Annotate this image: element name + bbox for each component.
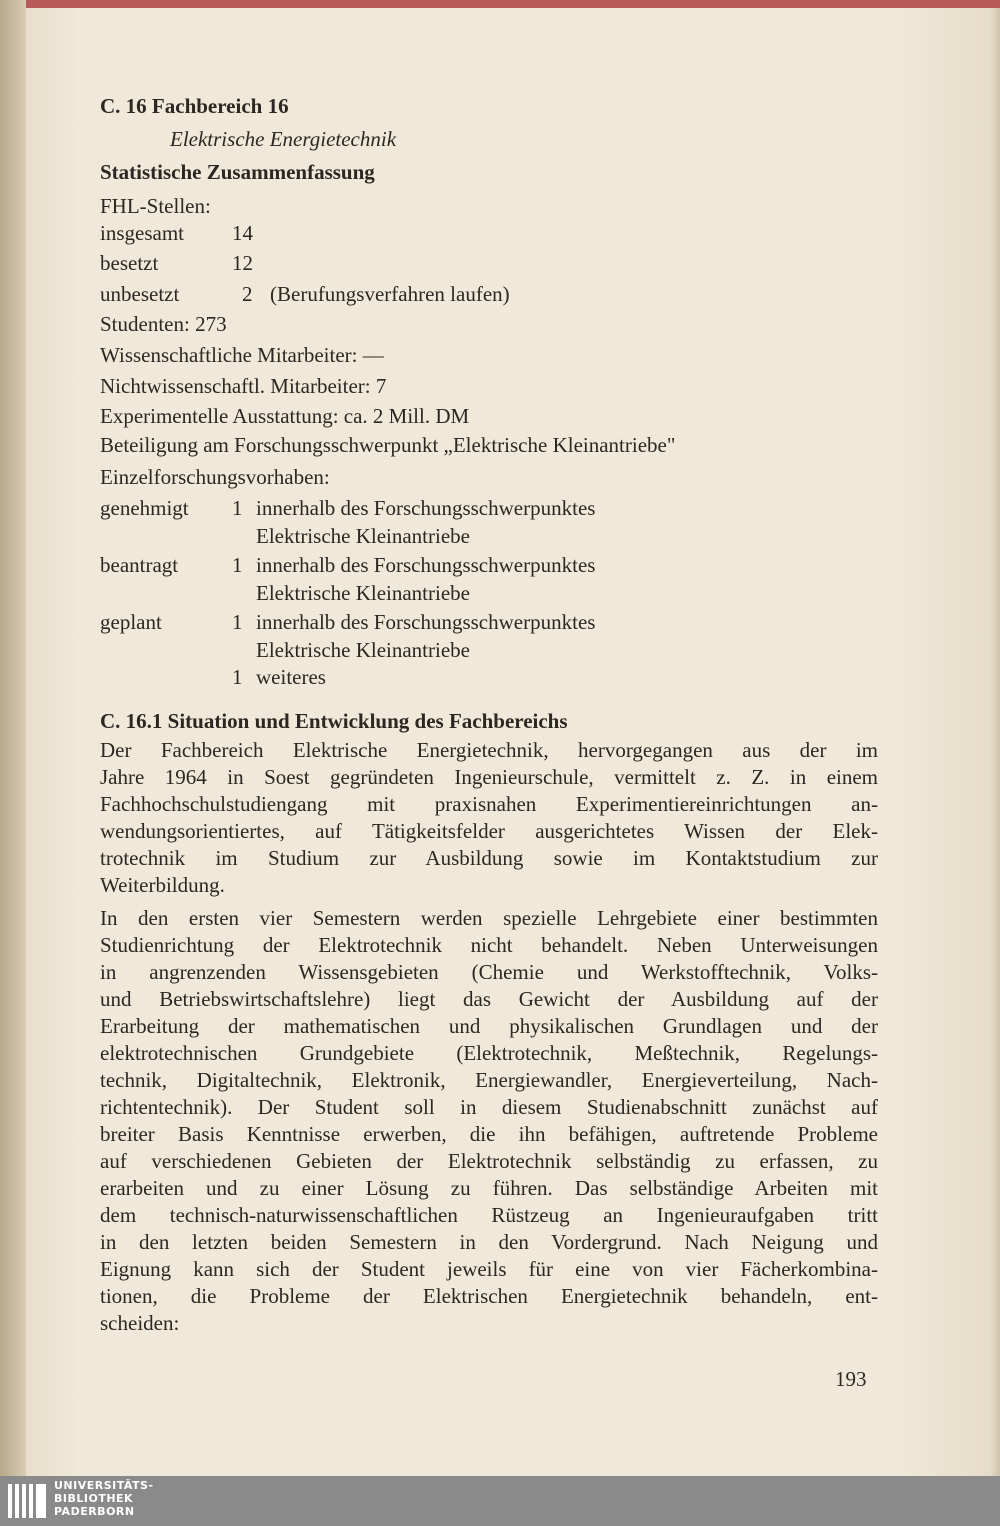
project-text: innerhalb des Forschungsschwerpunktes: [256, 496, 596, 520]
stat-value: 2: [242, 282, 253, 306]
stat-label: besetzt: [100, 251, 159, 275]
project-text-continued: Elektrische Kleinantriebe: [256, 638, 470, 662]
library-name-line: BIBLIOTHEK: [54, 1492, 134, 1505]
stat-row-besetzt: [100, 250, 500, 276]
paragraph-line: auf verschiedenen Gebieten der Elektrotechnik selbständig zu erfassen, zu: [100, 1149, 878, 1173]
library-name: [54, 1479, 154, 1518]
project-text: innerhalb des Forschungsschwerpunktes: [256, 553, 596, 577]
paragraph-line: Weiterbildung.: [100, 873, 225, 897]
paragraph-line: technik, Digitaltechnik, Elektronik, Energiewandler, Energieverteilung, Nach-: [100, 1068, 878, 1092]
stat-row-insgesamt: [100, 220, 500, 246]
paragraph-line: In den ersten vier Semestern werden spezielle Lehrgebiete einer bestimmten: [100, 906, 878, 930]
project-count: 1: [232, 496, 243, 520]
paragraph-line: scheiden:: [100, 1311, 180, 1335]
fhl-label: FHL-Stellen:: [100, 194, 211, 218]
paragraph-line: trotechnik im Studium zur Ausbildung sowie im Kontaktstudium zur: [100, 846, 878, 870]
paragraph-line: breiter Basis Kenntnisse erwerben, die ihn befähigen, auftretende Probleme: [100, 1122, 878, 1146]
book-spine-shadow: [0, 0, 26, 1476]
summary-heading: Statistische Zusammenfassung: [100, 160, 375, 184]
ausstattung-line: Experimentelle Ausstattung: ca. 2 Mill. DM: [100, 404, 470, 428]
page-top-edge: [0, 0, 1000, 8]
project-count: 1: [232, 610, 243, 634]
project-row: [100, 495, 800, 521]
page-number: 193: [835, 1367, 867, 1391]
stat-note: (Berufungsverfahren laufen): [270, 282, 510, 306]
paragraph-line: in den letzten beiden Semestern in den Vordergrund. Nach Neigung und: [100, 1230, 878, 1254]
paragraph-line: richtentechnik). Der Student soll in diesem Studienabschnitt zunächst auf: [100, 1095, 878, 1119]
stat-value: 14: [232, 221, 253, 245]
library-name-line: UNIVERSITÄTS-: [54, 1479, 154, 1492]
library-footer: [0, 1476, 1000, 1526]
studenten-line: Studenten: 273: [100, 312, 227, 336]
paragraph-line: Studienrichtung der Elektrotechnik nicht behandelt. Neben Unterweisungen: [100, 933, 878, 957]
paragraph-line: Jahre 1964 in Soest gegründeten Ingenieurschule, vermittelt z. Z. in einem: [100, 765, 878, 789]
project-text-continued: Elektrische Kleinantriebe: [256, 581, 470, 605]
nichtwiss-mitarbeiter-line: Nichtwissenschaftl. Mitarbeiter: 7: [100, 374, 387, 398]
section-heading: C. 16 Fachbereich 16: [100, 94, 289, 118]
project-status: genehmigt: [100, 496, 189, 520]
project-text-continued: Elektrische Kleinantriebe: [256, 524, 470, 548]
stat-row-unbesetzt: [100, 281, 700, 307]
paragraph-line: Der Fachbereich Elektrische Energietechnik, hervorgegangen aus der im: [100, 738, 878, 762]
paragraph-line: elektrotechnischen Grundgebiete (Elektrotechnik, Meßtechnik, Regelungs-: [100, 1041, 878, 1065]
stat-value: 12: [232, 251, 253, 275]
project-row: [100, 552, 800, 578]
stat-label: insgesamt: [100, 221, 184, 245]
department-subtitle: Elektrische Energietechnik: [170, 127, 397, 151]
beteiligung-line: Beteiligung am Forschungsschwerpunkt „Elektrische Kleinantriebe": [100, 433, 676, 457]
paragraph-line: Eignung kann sich der Student jeweils für eine von vier Fächerkombina-: [100, 1257, 878, 1281]
project-status: beantragt: [100, 553, 179, 577]
subsection-heading: C. 16.1 Situation und Entwicklung des Fachbereichs: [100, 709, 568, 733]
paragraph-line: wendungsorientiertes, auf Tätigkeitsfelder ausgerichtetes Wissen der Elek-: [100, 819, 878, 843]
wiss-mitarbeiter-line: Wissenschaftliche Mitarbeiter: —: [100, 343, 384, 367]
project-row: [100, 609, 800, 635]
paragraph-line: in angrenzenden Wissensgebieten (Chemie und Werkstofftechnik, Volks-: [100, 960, 878, 984]
project-status: geplant: [100, 610, 162, 634]
paragraph-line: Erarbeitung der mathematischen und physikalischen Grundlagen und der: [100, 1014, 878, 1038]
project-text: innerhalb des Forschungsschwerpunktes: [256, 610, 596, 634]
paragraph-line: erarbeiten und zu einer Lösung zu führen. Das selbständige Arbeiten mit: [100, 1176, 878, 1200]
stat-label: unbesetzt: [100, 282, 180, 306]
paragraph-line: dem technisch-naturwissenschaftlichen Rüstzeug an Ingenieuraufgaben tritt: [100, 1203, 878, 1227]
library-logo-icon: [6, 1482, 50, 1520]
paragraph-line: Fachhochschulstudiengang mit praxisnahen Experimentiereinrichtungen an-: [100, 792, 878, 816]
paragraph-line: tionen, die Probleme der Elektrischen Energietechnik behandeln, ent-: [100, 1284, 878, 1308]
einzel-label: Einzelforschungsvorhaben:: [100, 465, 330, 489]
project-text: weiteres: [256, 665, 326, 689]
library-name-line: PADERBORN: [54, 1505, 135, 1518]
project-count: 1: [232, 665, 243, 689]
paragraph-line: und Betriebswirtschaftslehre) liegt das Gewicht der Ausbildung auf der: [100, 987, 878, 1011]
project-count: 1: [232, 553, 243, 577]
